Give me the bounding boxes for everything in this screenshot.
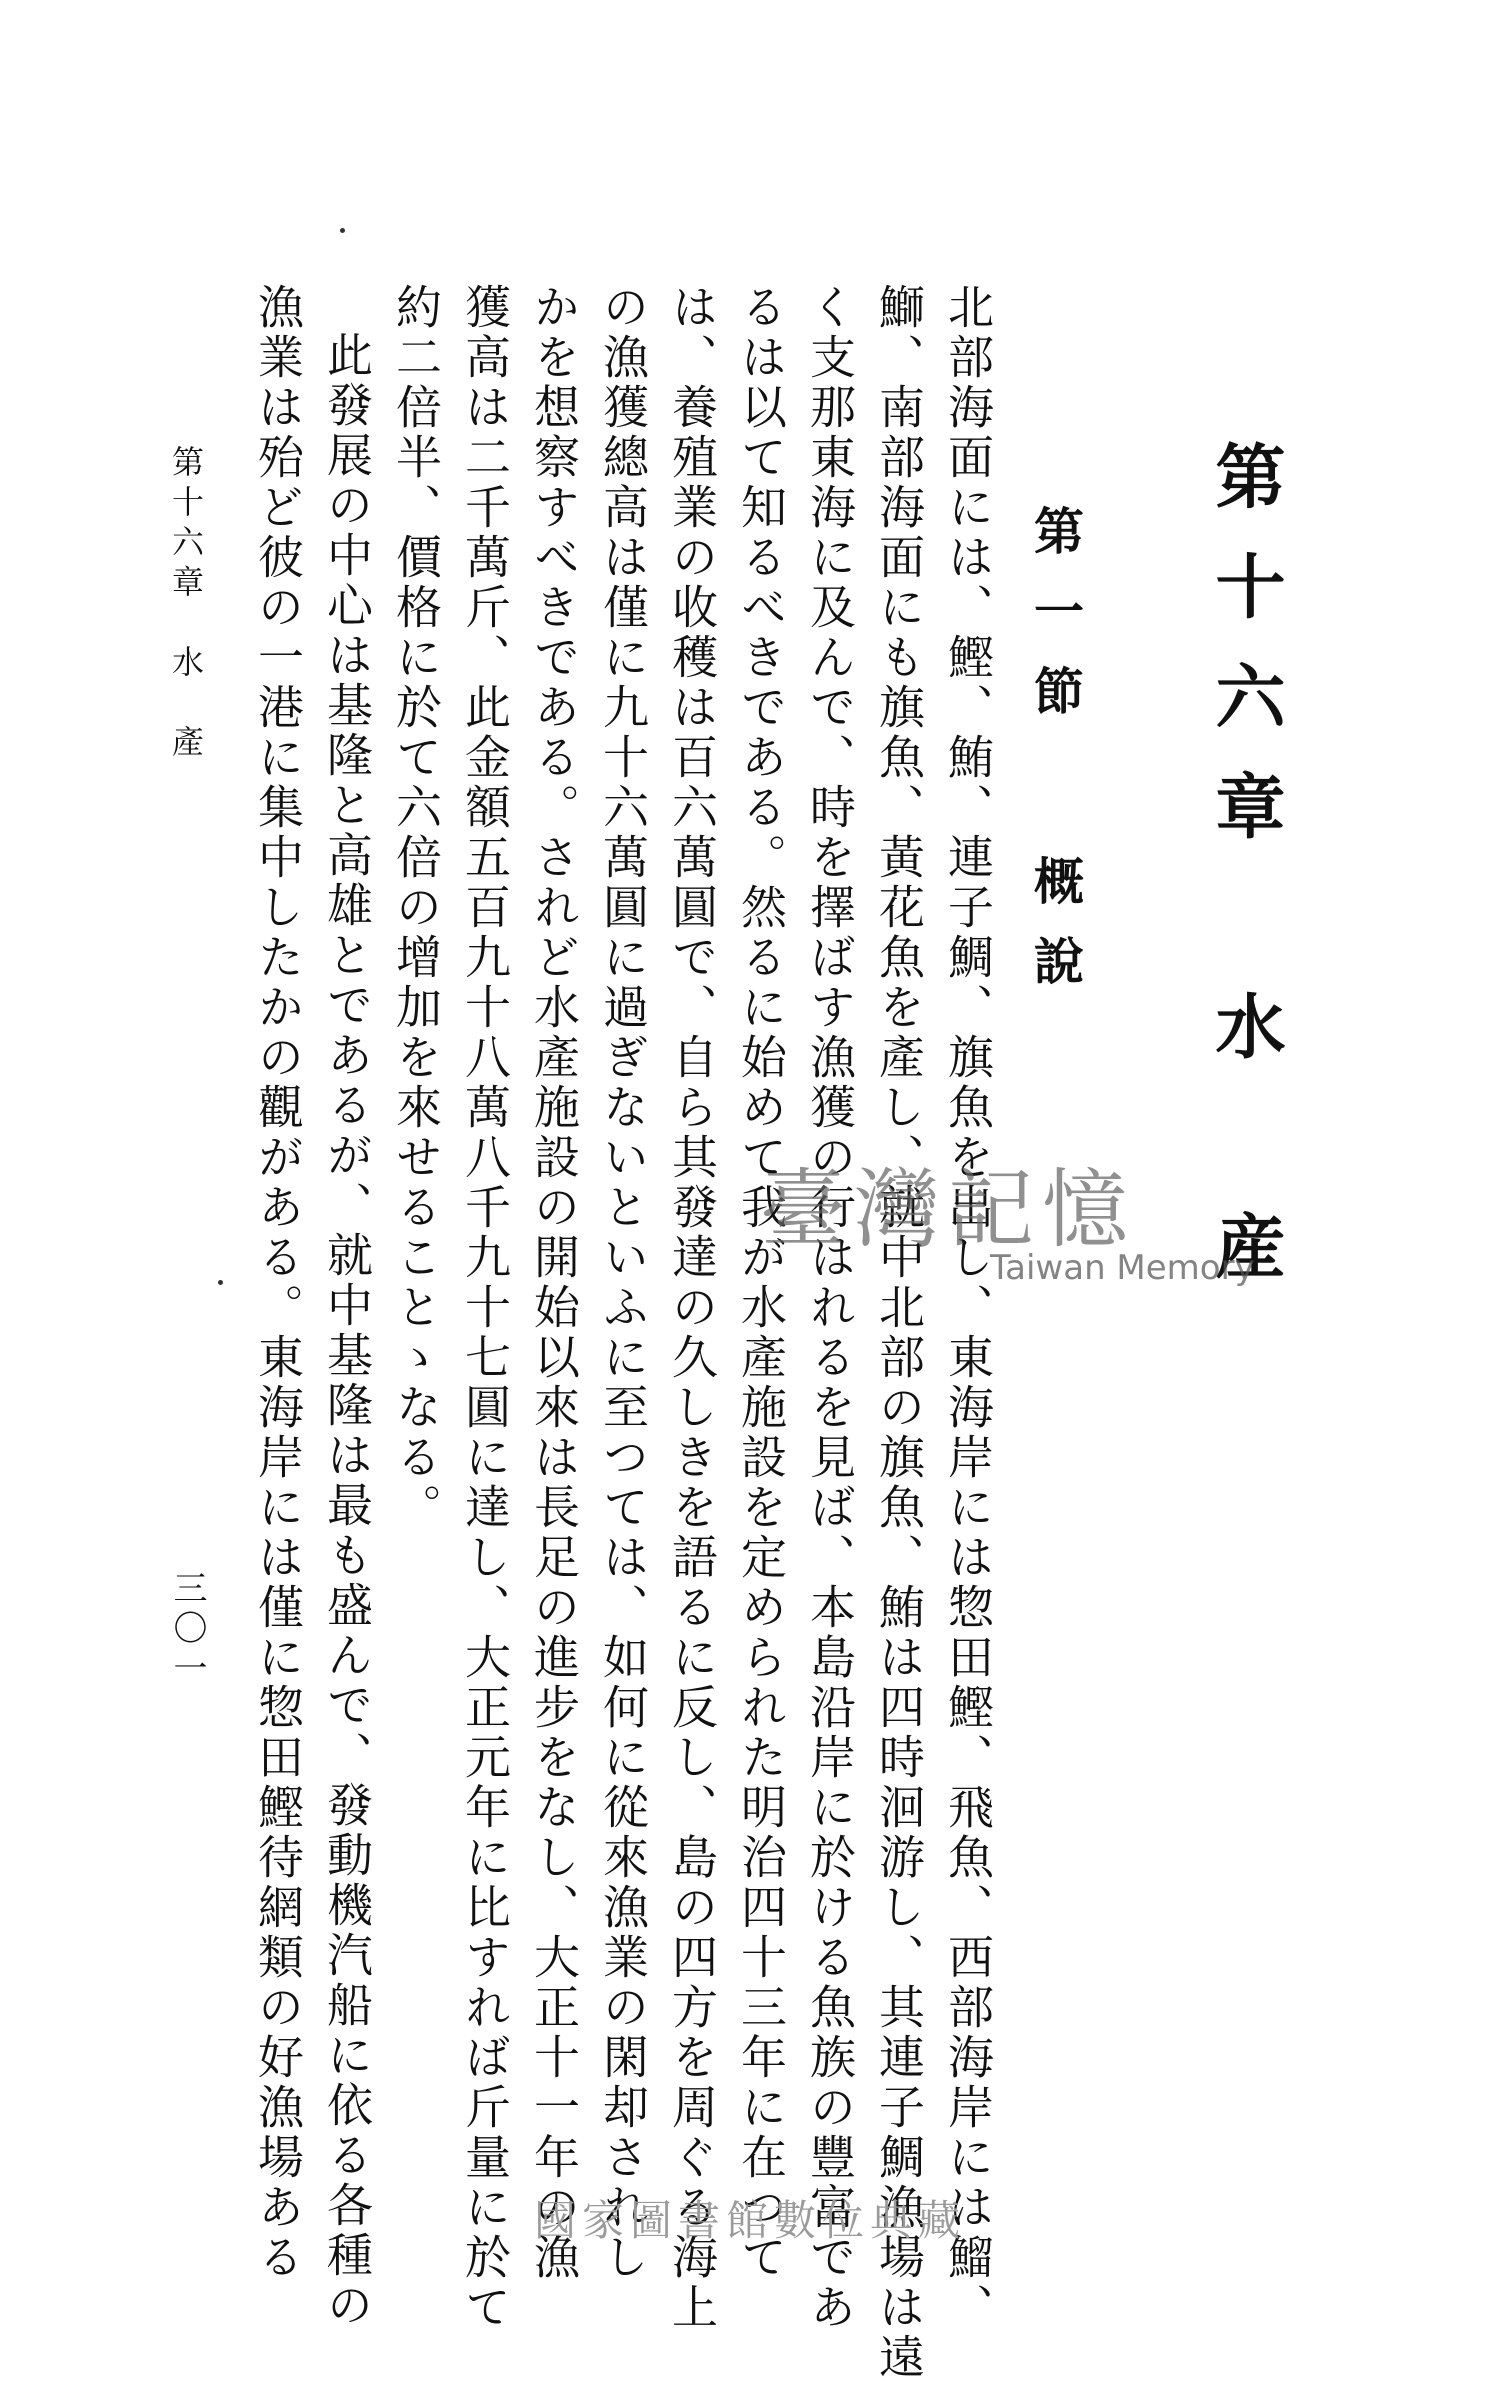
body-column-7: かを想察すべきである。されど水產施設の開始以來は長足の進步をなし、大正十一年の漁: [527, 283, 581, 2283]
section-heading: [1026, 505, 1085, 1015]
page-number: 三〇一: [167, 1570, 207, 1690]
body-column-4: るは以て知るべきである。然るに始めて我が水產施設を定められた明治四十三年に在つて: [734, 283, 788, 2283]
body-column-8: 獲高は二千萬斤、此金額五百九十八萬八千九十七圓に達し、大正元年に比すれば斤量に於て: [458, 283, 512, 2333]
taiwan-memory-watermark: [760, 1140, 1255, 1310]
body-column-3: く支那東海に及んで、時を擇ばす漁獲の行はれるを見ば、本島沿岸に於ける魚族の豐富であ: [803, 283, 857, 2333]
footer-text: 國家圖書館數位典藏: [533, 2196, 966, 2245]
scan-speck: [218, 1280, 223, 1285]
watermark-subtitle: Taiwan Memory: [990, 1248, 1255, 1288]
body-column-6: の漁獲總高は僅に九十六萬圓に過ぎないといふに至つては、如何に從來漁業の閑却されし: [596, 283, 650, 2283]
body-column-11: 漁業は殆ど彼の一港に集中したかの觀がある。東海岸には僅に惣田鰹待網類の好漁場ある: [251, 283, 305, 2283]
body-column-2: 鰤、南部海面にも旗魚、黃花魚を產し、就中北部の旗魚、鮪は四時洄游し、其連子鯛漁場は遠: [872, 283, 926, 2383]
body-column-5: は、養殖業の收穫は百六萬圓で、自ら其發達の久しきを語るに反し、島の四方を周ぐる海上: [665, 283, 719, 2333]
body-column-1: 北部海面には、鰹、鮪、連子鯛、旗魚を出し、東海岸には惣田鰹、飛魚、西部海岸には鰡、: [941, 283, 995, 2333]
scan-speck: [340, 228, 345, 233]
watermark-logo: 臺灣記憶: [760, 1160, 1136, 1260]
body-column-9: 約二倍半、價格に於て六倍の增加を來せることゝなる。: [389, 283, 443, 1533]
chapter-title: 第十六章 水 産: [1204, 440, 1287, 1320]
section-title: 概說: [1026, 855, 1085, 1015]
section-label: 第一節: [1026, 505, 1085, 745]
running-header: 第十六章 水 產: [167, 445, 205, 765]
body-column-10: 此發展の中心は基隆と高雄とであるが、就中基隆は最も盛んで、發動機汽船に依る各種の: [320, 331, 374, 2331]
